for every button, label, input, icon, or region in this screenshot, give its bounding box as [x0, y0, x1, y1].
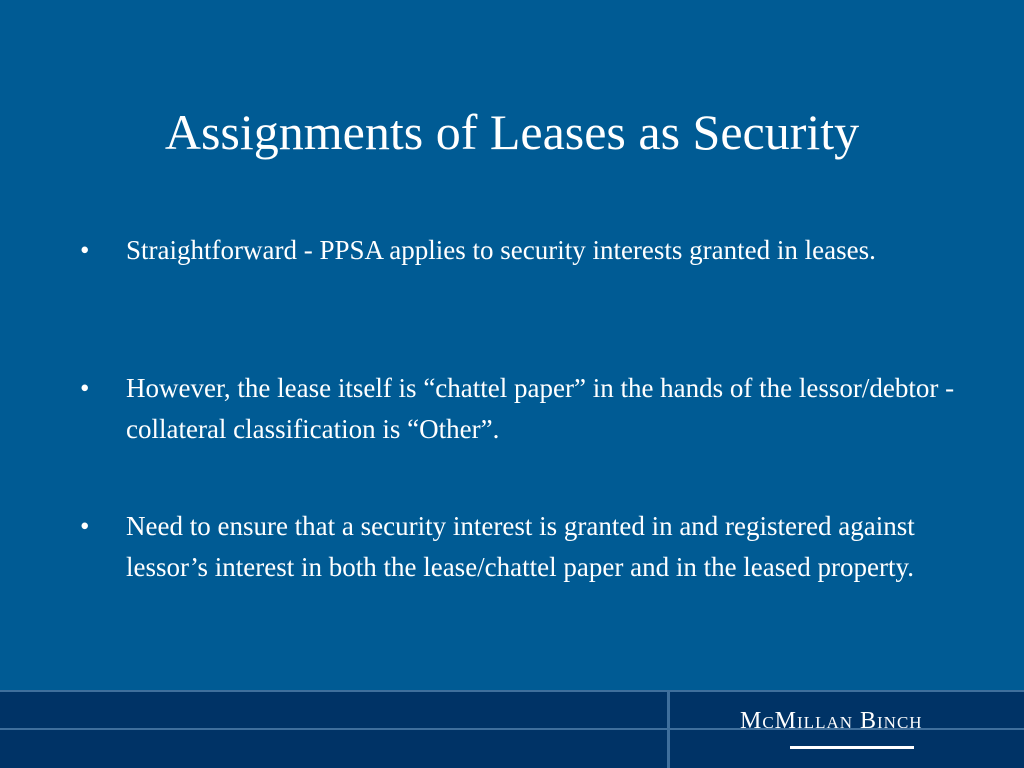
bullet-item	[80, 230, 960, 271]
bullet-dot-icon: •	[80, 373, 90, 403]
bullet-dot-icon: •	[80, 511, 90, 541]
bullet-dot-icon: •	[80, 235, 90, 265]
bullet-item	[80, 506, 960, 588]
brand-name: McMillan Binch	[740, 708, 923, 734]
brand-logo	[740, 708, 970, 756]
bullet-item	[80, 368, 960, 450]
bullet-text: However, the lease itself is “chattel paper” in the hands of the lessor/debtor - collateral classification is “Other”.	[126, 373, 955, 444]
footer-vertical-divider	[667, 690, 670, 768]
slide-title: Assignments of Leases as Security	[164, 104, 860, 160]
bullet-text: Need to ensure that a security interest is granted in and registered against lessor’s interest in both the lease/chattel paper and in the leased property.	[126, 511, 915, 582]
bullet-text: Straightforward - PPSA applies to security interests granted in leases.	[126, 235, 876, 265]
brand-underline	[790, 746, 914, 749]
footer-divider-line	[0, 690, 1024, 692]
